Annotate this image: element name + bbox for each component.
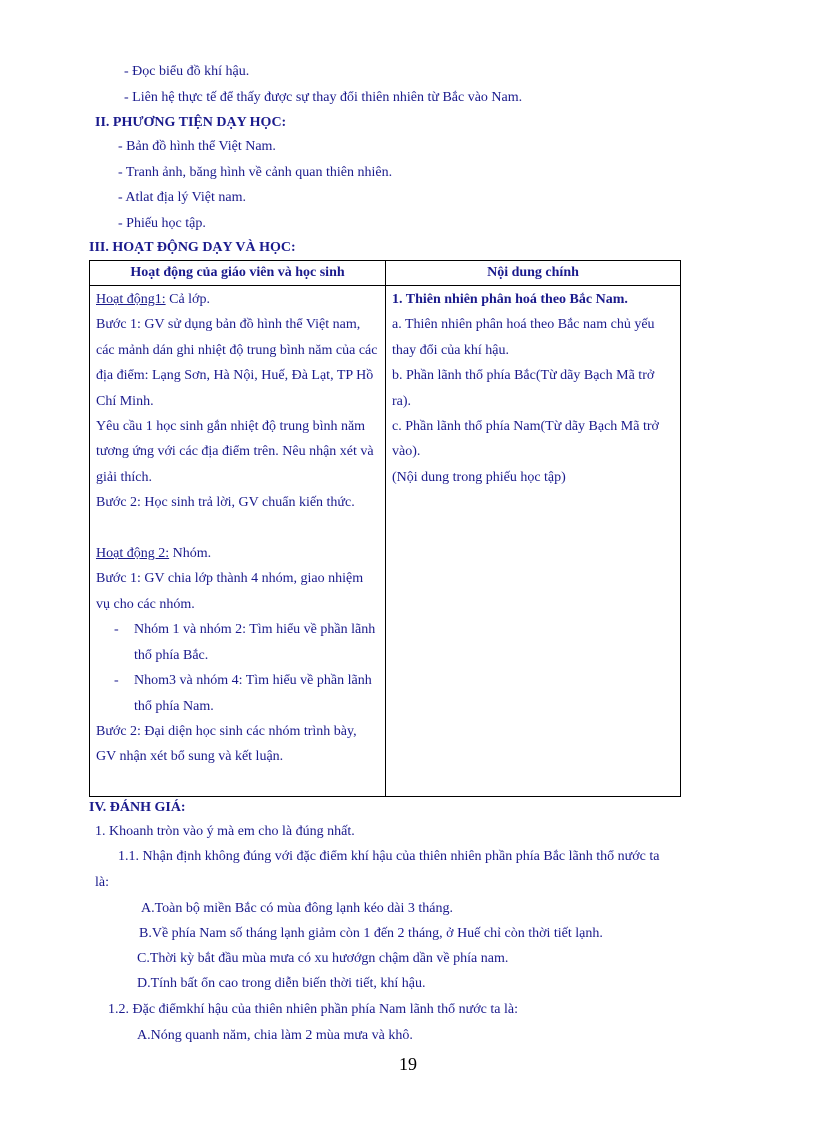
option-1-1-a: A.Toàn bộ miền Bắc có mùa đông lạnh kéo dài 3 tháng.	[141, 901, 453, 916]
option-1-1-d: D.Tính bất ổn cao trong diễn biến thời tiết, khí hậu.	[137, 976, 426, 991]
objective-line-2: - Liên hệ thực tế để thấy được sự thay đổi thiên nhiên từ Bắc vào Nam.	[124, 90, 523, 105]
activity-1-step-2: Bước 2: Học sinh trả lời, GV chuẩn kiến thức.	[96, 495, 355, 511]
activity-2-step-2: Bước 2: Đại diện học sinh các nhóm trình bày, GV nhận xét bổ sung và kết luận.	[96, 723, 357, 765]
activity-2-heading	[96, 541, 379, 566]
activities-cell	[90, 286, 386, 797]
content-b: b. Phần lãnh thổ phía Bắc(Từ dãy Bạch Mã trở ra).	[392, 368, 655, 409]
activity-2-step-1: Bước 1: GV chia lớp thành 4 nhóm, giao nhiệm vụ cho các nhóm.	[96, 571, 364, 612]
group-task-1	[96, 617, 379, 668]
question-1: 1. Khoanh tròn vào ý mà em cho là đúng nhất.	[95, 824, 355, 839]
content-note: (Nội dung trong phiếu học tập)	[392, 469, 566, 485]
equipment-item-2: - Tranh ảnh, băng hình về cảnh quan thiên nhiên.	[118, 165, 393, 180]
group-task-2-text: Nhom3 và nhóm 4: Tìm hiểu về phần lãnh thổ phía Nam.	[134, 673, 372, 714]
group-task-2	[96, 668, 379, 719]
section-4-heading: IV. ĐÁNH GIÁ:	[89, 800, 186, 815]
section-3-heading: III. HOẠT ĐỘNG DẠY VÀ HỌC:	[89, 240, 296, 255]
activity-1-request: Yêu cầu 1 học sinh gắn nhiệt độ trung bình năm tương ứng với các địa điểm trên. Nêu nhận xét và giải thích.	[96, 419, 374, 485]
option-1-1-b: B.Về phía Nam số tháng lạnh giảm còn 1 đến 2 tháng, ở Huế chỉ còn thời tiết lạnh.	[139, 926, 603, 941]
table-header-activities: Hoạt động của giáo viên và học sinh	[90, 261, 386, 286]
question-1-1-line-2: là:	[95, 875, 109, 890]
activity-1-step-1: Bước 1: GV sử dụng bản đồ hình thể Việt nam, các mảnh dán ghi nhiệt độ trung bình năm của các địa điểm: Lạng Sơn, Hà Nội, Huế, Đà Lạt, TP Hồ Chí Minh.	[96, 317, 378, 409]
objective-line-1: - Đọc biểu đồ khí hậu.	[124, 64, 250, 79]
table-header-content: Nội dung chính	[386, 261, 681, 286]
dash-bullet: -	[114, 673, 119, 689]
option-1-1-c: C.Thời kỳ bắt đầu mùa mưa có xu hươớgn chậm dần về phía nam.	[137, 951, 509, 966]
spacer	[96, 516, 379, 541]
option-1-2-a: A.Nóng quanh năm, chia làm 2 mùa mưa và khô.	[137, 1028, 413, 1043]
activity-1-title: Hoạt động1:	[96, 292, 166, 307]
activity-2-title: Hoạt động 2:	[96, 546, 170, 562]
equipment-item-3: - Atlat địa lý Việt nam.	[118, 190, 246, 205]
group-task-1-text: Nhóm 1 và nhóm 2: Tìm hiểu về phần lãnh thổ phía Bắc.	[134, 622, 376, 663]
content-cell	[386, 286, 681, 797]
dash-bullet: -	[114, 622, 119, 638]
activities-table	[89, 260, 681, 797]
equipment-item-1: - Bản đồ hình thể Việt Nam.	[118, 139, 276, 154]
content-c: c. Phần lãnh thổ phía Nam(Từ dãy Bạch Mã trở vào).	[392, 419, 659, 460]
activity-1-heading	[96, 287, 379, 312]
question-1-2: 1.2. Đặc điểmkhí hậu của thiên nhiên phần phía Nam lãnh thổ nước ta là:	[108, 1002, 518, 1017]
activity-1-mode: Cả lớp.	[165, 292, 210, 307]
content-title: 1. Thiên nhiên phân hoá theo Bắc Nam.	[392, 292, 628, 307]
page-number: 19	[399, 1054, 417, 1074]
activity-2-mode: Nhóm.	[169, 546, 212, 562]
content-a: a. Thiên nhiên phân hoá theo Bắc nam chủ yếu thay đổi của khí hậu.	[392, 317, 655, 358]
equipment-item-4: - Phiếu học tập.	[118, 216, 206, 231]
section-2-heading: II. PHƯƠNG TIỆN DẠY HỌC:	[95, 115, 287, 130]
question-1-1-line-1: 1.1. Nhận định không đúng với đặc điểm khí hậu của thiên nhiên phần phía Bắc lãnh thổ nước ta	[118, 849, 660, 864]
